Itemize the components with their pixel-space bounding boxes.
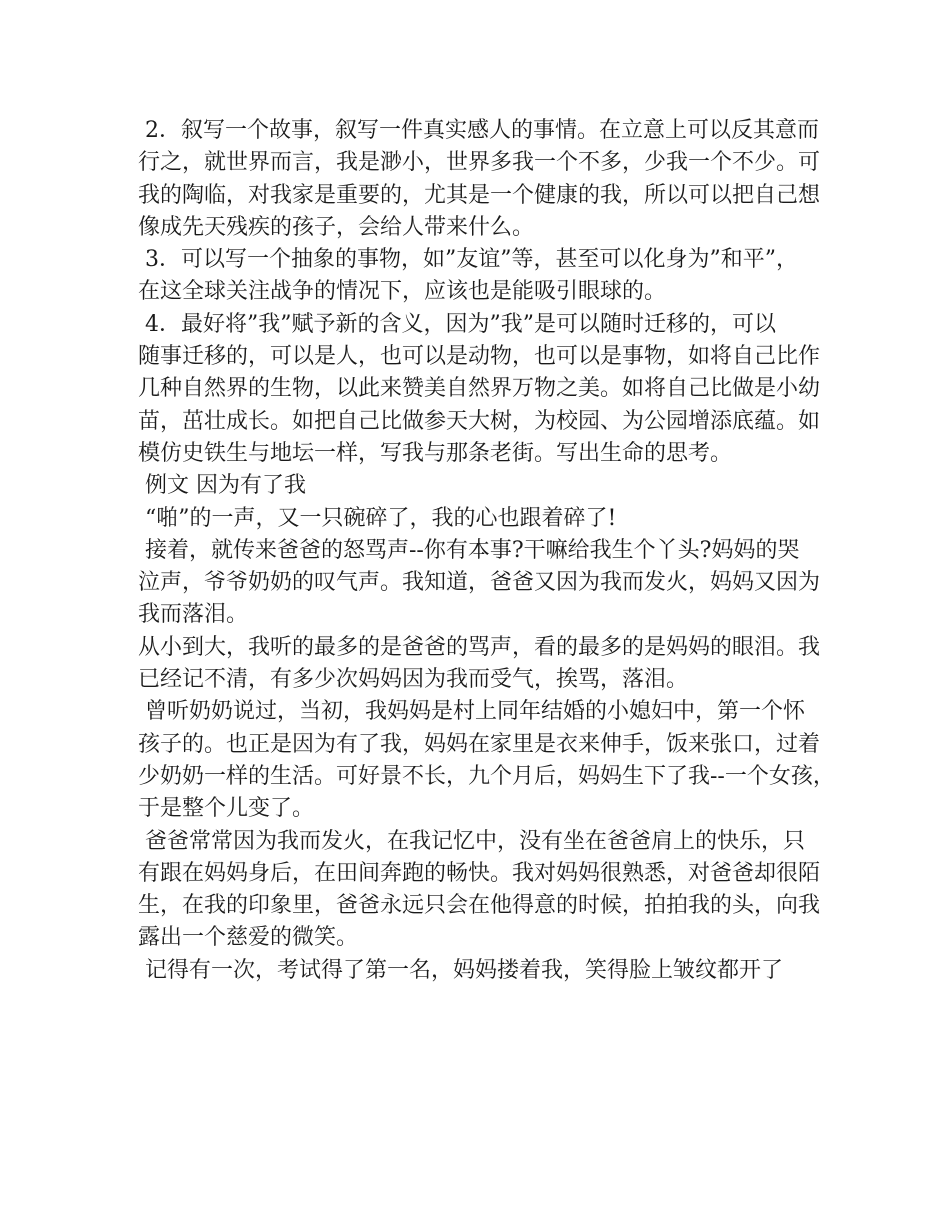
text-line: 有跟在妈妈身后，在田间奔跑的畅快。我对妈妈很熟悉，对爸爸却很陌 [138,860,821,886]
text-line: 爸爸常常因为我而发火，在我记忆中，没有坐在爸爸肩上的快乐，只 [138,828,805,854]
text-line: 已经记不清，有多少次妈妈因为我而受气，挨骂，落泪。 [138,667,689,693]
text-line: 少奶奶一样的生活。可好景不长，九个月后，妈妈生下了我--一个女孩， [138,763,835,789]
text-line: 苗，茁壮成长。如把自己比做参天大树，为校园、为公园增添底蕴。如 [138,408,821,434]
text-line: 几种自然界的生物，以此来赞美自然界万物之美。如将自己比做是小幼 [138,376,821,402]
text-line: 行之，就世界而言，我是渺小，世界多我一个不多，少我一个不少。可 [138,150,821,176]
document-body [138,115,838,987]
text-line: 在这全球关注战争的情况下，应该也是能吸引眼球的。 [138,279,667,305]
text-line: 记得有一次，考试得了第一名，妈妈搂着我，笑得脸上皱纹都开了 [138,957,783,983]
section-heading: 例文 因为有了我 [138,473,306,499]
text-line: 2．叙写一个故事，叙写一件真实感人的事情。在立意上可以反其意而 [138,118,819,143]
text-line: 孩子的。也正是因为有了我，妈妈在家里是衣来伸手，饭来张口，过着 [138,731,821,757]
text-line: “啪”的一声，又一只碗碎了，我的心也跟着碎了! [138,505,617,531]
text-line: 曾听奶奶说过，当初，我妈妈是村上同年结婚的小媳妇中，第一个怀 [138,699,805,725]
text-line: 我而落泪。 [138,602,249,628]
text-line: 我的陶临，对我家是重要的，尤其是一个健康的我，所以可以把自己想 [138,182,821,208]
text-line: 生，在我的印象里，爸爸永远只会在他得意的时候，拍拍我的头，向我 [138,893,821,919]
text-line: 泣声，爷爷奶奶的叹气声。我知道，爸爸又因为我而发火，妈妈又因为 [138,570,821,596]
text-line: 于是整个儿变了。 [138,796,315,822]
text-line: 4．最好将”我”赋予新的含义，因为”我”是可以随时迁移的，可以 [138,311,776,337]
text-line: 像成先天残疾的孩子，会给人带来什么。 [138,214,535,240]
text-line: 接着，就传来爸爸的怒骂声--你有本事?干嘛给我生个丫头?妈妈的哭 [138,537,800,563]
text-line: 模仿史铁生与地坛一样，写我与那条老街。写出生命的思考。 [138,440,733,466]
text-line: 从小到大，我听的最多的是爸爸的骂声，看的最多的是妈妈的眼泪。我 [138,634,821,660]
text-line: 随事迁移的，可以是人，也可以是动物，也可以是事物，如将自己比作 [138,344,821,370]
text-line: 露出一个慈爱的微笑。 [138,925,359,951]
text-line: 3．可以写一个抽象的事物，如”友谊”等，甚至可以化身为”和平”， [138,247,798,273]
